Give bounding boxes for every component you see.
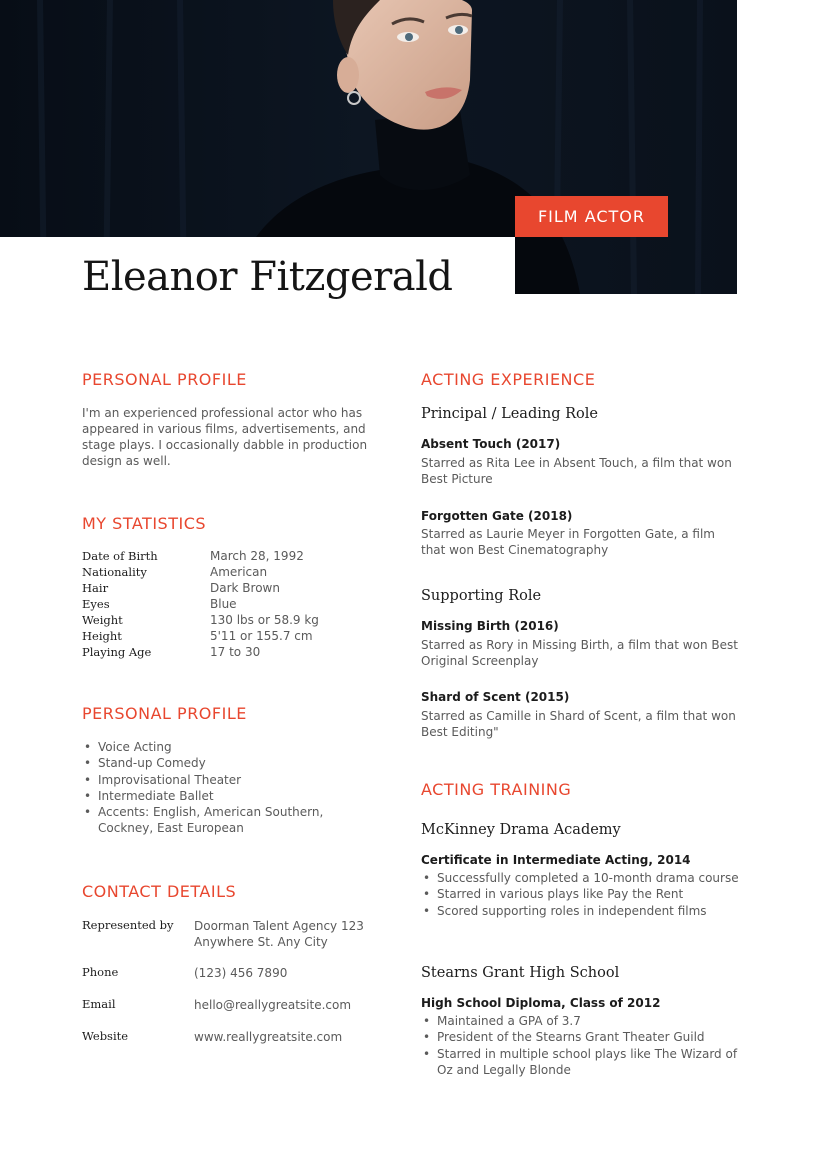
stat-label: Height	[82, 629, 122, 643]
contact-label: Phone	[82, 965, 119, 979]
statistics-title: MY STATISTICS	[82, 514, 207, 533]
film-title: Forgotten Gate (2018)	[421, 509, 573, 523]
experience-title: ACTING EXPERIENCE	[421, 370, 596, 389]
stat-row	[82, 581, 382, 597]
stat-label: Nationality	[82, 565, 147, 579]
profile-title: PERSONAL PROFILE	[82, 370, 247, 389]
stat-label: Date of Birth	[82, 549, 158, 563]
film-title: Absent Touch (2017)	[421, 437, 561, 451]
stat-value: 5'11 or 155.7 cm	[210, 629, 313, 643]
list-item: • President of the Stearns Grant Theater Guild	[421, 1029, 751, 1045]
profile-text: I'm an experienced professional actor who has appeared in various films, advertisements, and stage plays. I occasionally dabble in production design as well.	[82, 406, 368, 468]
stat-row	[82, 645, 382, 661]
list-item: • Successfully completed a 10-month drama course	[421, 870, 751, 886]
page-title: Eleanor Fitzgerald	[82, 254, 453, 300]
training-list	[421, 870, 751, 919]
stat-value: Blue	[210, 597, 237, 611]
list-item: • Improvisational Theater	[82, 772, 372, 788]
film-description: Starred as Laurie Meyer in Forgotten Gate, a film that won Best Cinematography	[421, 527, 715, 557]
stat-row	[82, 549, 382, 565]
stat-value: March 28, 1992	[210, 549, 304, 563]
role-heading: Supporting Role	[421, 588, 542, 604]
training-title: ACTING TRAINING	[421, 780, 572, 799]
stat-value: 17 to 30	[210, 645, 261, 659]
stat-row	[82, 597, 382, 613]
stat-row	[82, 613, 382, 629]
contact-value[interactable]: www.reallygreatsite.com	[194, 1030, 343, 1044]
role-heading: Principal / Leading Role	[421, 406, 598, 422]
contact-value[interactable]: hello@reallygreatsite.com	[194, 998, 352, 1012]
contact-label: Website	[82, 1029, 129, 1043]
stat-label: Hair	[82, 581, 109, 595]
contact-row	[82, 918, 382, 952]
contact-title: CONTACT DETAILS	[82, 882, 237, 901]
skills-list	[82, 739, 372, 837]
film-description: Starred as Rory in Missing Birth, a film that won Best Original Screenplay	[421, 638, 738, 668]
school-name: Stearns Grant High School	[421, 965, 620, 981]
film-description: Starred as Rita Lee in Absent Touch, a film that won Best Picture	[421, 456, 732, 486]
film-title: Shard of Scent (2015)	[421, 690, 570, 704]
credential: High School Diploma, Class of 2012	[421, 996, 661, 1010]
stat-row	[82, 565, 382, 581]
film-title: Missing Birth (2016)	[421, 619, 559, 633]
contact-label: Email	[82, 997, 116, 1011]
contact-row	[82, 965, 382, 983]
contact-label: Represented by	[82, 918, 174, 932]
contact-value: (123) 456 7890	[194, 966, 288, 980]
list-item: • Starred in various plays like Pay the Rent	[421, 886, 751, 902]
school-name: McKinney Drama Academy	[421, 822, 621, 838]
contact-row	[82, 1029, 382, 1047]
list-item: • Accents: English, American Southern, Cockney, East European	[82, 804, 342, 837]
list-item: • Maintained a GPA of 3.7	[421, 1013, 751, 1029]
credential: Certificate in Intermediate Acting, 2014	[421, 853, 691, 867]
film-description: Starred as Camille in Shard of Scent, a film that won Best Editing"	[421, 709, 736, 739]
list-item: • Scored supporting roles in independent films	[421, 903, 751, 919]
stat-value: Dark Brown	[210, 581, 280, 595]
role-badge: FILM ACTOR	[515, 196, 668, 237]
list-item: • Starred in multiple school plays like The Wizard of Oz and Legally Blonde	[421, 1046, 751, 1079]
list-item: • Voice Acting	[82, 739, 372, 755]
skills-title: PERSONAL PROFILE	[82, 704, 247, 723]
contact-value: Doorman Talent Agency 123 Anywhere St. Any City	[194, 919, 364, 949]
stat-label: Playing Age	[82, 645, 152, 659]
list-item: • Stand-up Comedy	[82, 755, 372, 771]
training-list	[421, 1013, 751, 1078]
stat-value: American	[210, 565, 268, 579]
stat-value: 130 lbs or 58.9 kg	[210, 613, 319, 627]
stat-row	[82, 629, 382, 645]
contact-row	[82, 997, 382, 1015]
list-item: • Intermediate Ballet	[82, 788, 372, 804]
stat-label: Weight	[82, 613, 123, 627]
stat-label: Eyes	[82, 597, 110, 611]
